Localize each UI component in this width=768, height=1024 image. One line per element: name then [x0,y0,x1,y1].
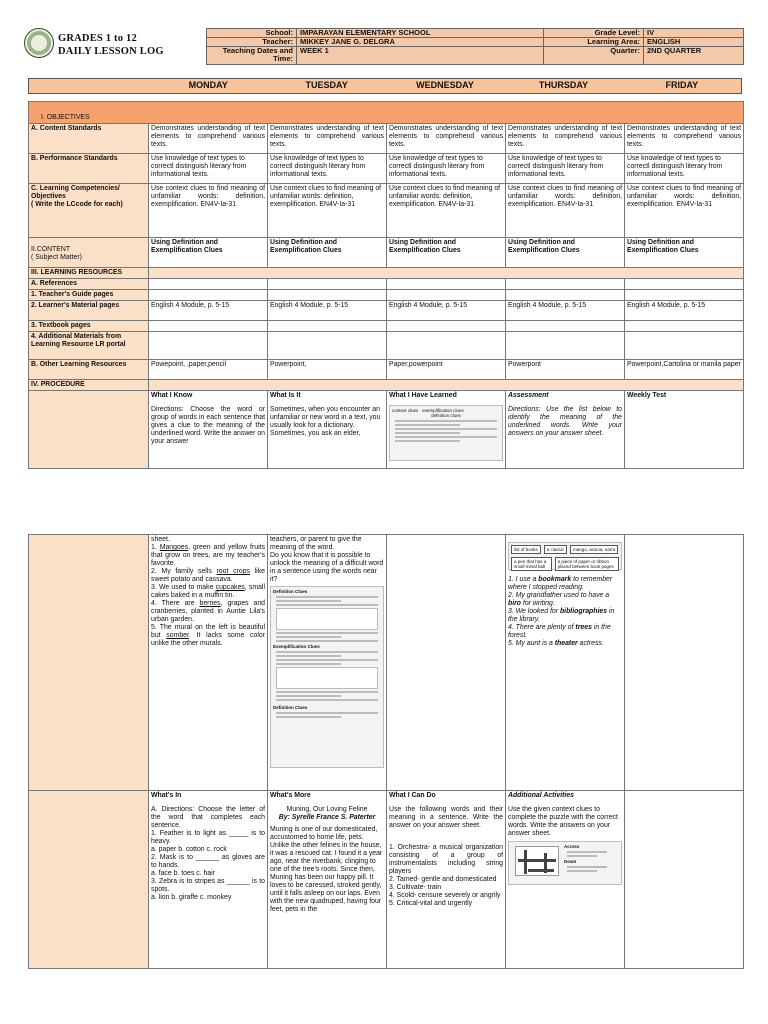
word-box: a classic [544,545,567,554]
what-i-can-do-cell [387,791,506,969]
additional-activities-cell [506,791,625,969]
across-label: Across [564,844,580,849]
weekly-test-cell [625,391,744,469]
learners-material-cell: English 4 Module, p. 5-15 [625,301,744,321]
what-is-it-text: Sometimes, when you encounter an unfamiliar or new word in a text, you usually look for a dictionary. Sometimes, you ask an elder, [270,406,381,437]
what-is-it-continued [268,535,387,791]
content-standards-label: A. Content Standards [29,124,149,154]
performance-standards-cell: Use knowledge of text types to correctl distinguish literary from informational texts. [387,154,506,184]
dates-label: Teaching Dates and Time: [207,47,297,65]
clue-box: definition clues [431,413,461,418]
what-is-it-cell [268,391,387,469]
competencies-cell: Use context clues to find meaning of unfamiliar words: definition, exemplification. EN4V-Ia-31 [506,184,625,238]
day-monday: MONDAY [188,80,228,90]
word-box: a pen that has a small metal ball [511,557,552,571]
thumb-heading: Exemplification Clues [273,644,320,649]
assessment-cell [506,391,625,469]
performance-standards-cell: Use knowledge of text types to correctl distinguish literary from informational texts. [506,154,625,184]
content-standards-cell: Demonstrates understanding of text elements to comprehend various texts. [387,124,506,154]
whats-in-cell [149,791,268,969]
whats-more-title: What's More [270,792,311,799]
what-i-can-do-items: 1. Orchestra- a musical organization consisting of a group of instrumentalists including string players 2. Tamed- gentle and domesticated 3. Cultivate- train 4. Scold- censure severely or angrily 5. Critical-vital and urgently [389,844,503,907]
story-text: Muning is one of our domesticated, accustomed to home life, pets. Unlike the other felines in the house, it was a rescued cat. I found it a year ago, near the riverbank, clinging to one of the tree's roots. Since then, Muning has been our happy pill. It loves to be caressed, stroked gently, until it falls asleep on our laps. Even with the new quadruped, having four feet, pets in the [270,826,383,913]
word-box: mango, acacia, narra [570,545,618,554]
item-5: 5. The mural on the left is beautiful but somber. It lacks some color unlike the other murals. [151,624,265,647]
content-cell: Using Definition and Exemplification Clues [506,238,625,268]
grade-value: IV [644,29,744,38]
weekly-test-title: Weekly Test [627,392,667,399]
other-resources-mon: Powepoint, ,paper,pencil [149,360,268,380]
illustration-icon [276,608,378,630]
thumb-heading: Definition Clues [273,705,308,710]
day-wednesday: WEDNESDAY [416,80,474,90]
assessment-item-1: 1. I use a bookmark to remember where I stopped reading. [508,576,613,591]
learners-material-cell: English 4 Module, p. 5-15 [268,301,387,321]
dll-line: DAILY LESSON LOG [58,46,164,57]
deped-seal-icon [24,28,54,58]
performance-standards-cell: Use knowledge of text types to correctl distinguish literary from informational texts. [268,154,387,184]
word-box: a piece of paper or ribbon placed between book pages [555,557,619,571]
assessment-title: Assessment [508,392,549,399]
additional-activities-title: Additional Activities [508,792,574,799]
word-box: list of books [511,545,541,554]
content-standards-cell: Demonstrates understanding of text elements to comprehend various texts. [625,124,744,154]
story-title: Muning, Our Loving Feline [286,806,368,813]
day-thursday: THURSDAY [538,80,589,90]
lesson-table-page2 [28,534,744,969]
quarter-value: 2ND QUARTER [644,47,744,65]
clue-box: exemplification clues [422,408,464,413]
other-resources-label: B. Other Learning Resources [29,360,149,380]
day-friday: FRIDAY [665,80,699,90]
what-i-know-text: Directions: Choose the word or group of words in each sentence that gives a clue to the meaning of the underlined word. Write the answer on your answer [151,406,266,445]
assessment-item-3: 3. We looked for bibliographies in the library. [508,608,615,623]
assessment-text: Directions: Use the list below to identify the meaning of the underlined words. Write your answers on your answer sheet. [508,406,622,437]
whats-more-cell [268,791,387,969]
teachers-guide-label: 1. Teacher's Guide pages [29,290,149,301]
area-label: Learning Area: [544,38,644,47]
crossword-thumbnail [508,841,622,885]
content-cell: Using Definition and Exemplification Clues [387,238,506,268]
crossword-grid-icon [515,846,559,876]
illustration-icon [276,667,378,689]
other-resources-tue: Powerpoint, [268,360,387,380]
additional-materials-label: 4. Additional Materials from Learning Resource LR portal [29,332,149,360]
other-resources-thu: Powerpont [506,360,625,380]
clue-box: context clues [392,408,419,413]
down-label: Down [564,859,577,864]
worksheet-thumbnail [389,405,503,461]
competencies-cell: Use context clues to find meaning of unfamiliar words: definition, exemplification. EN4V-Ia-31 [625,184,744,238]
lesson-table-page1 [28,101,744,469]
content-label: II.CONTENT ( Subject Matter) [29,238,149,268]
what-is-it-text-continued: teachers, or parent to give the meaning of the word. Do you know that it is possible to unlock the meaning of a difficult word in a sentence using the words near it? [270,536,384,583]
textbook-label: 3. Textbook pages [29,321,149,332]
learners-material-cell: English 4 Module, p. 5-15 [506,301,625,321]
what-is-it-title: What Is It [270,392,301,399]
content-standards-cell: Demonstrates understanding of text elements to comprehend various texts. [149,124,268,154]
learners-material-cell: English 4 Module, p. 5-15 [387,301,506,321]
dll-header [24,28,744,72]
item-1: 1. Mangoes, green and yellow fruits that grow on trees, are my teacher's favorite. [151,544,265,567]
area-value: ENGLISH [644,38,744,47]
story-byline: By: Syrelle France S. Paterter [278,814,376,821]
performance-standards-cell: Use knowledge of text types to correctl distinguish literary from informational texts. [149,154,268,184]
references-label: A. References [29,279,149,290]
lesson-page-thumbnail [270,586,384,768]
procedure-label: IV. PROCEDURE [29,380,149,391]
content-standards-cell: Demonstrates understanding of text elements to comprehend various texts. [268,124,387,154]
competencies-cell: Use context clues to find meaning of unfamiliar words: definition, exemplification. EN4V-Ia-31 [149,184,268,238]
dates-value: WEEK 1 [297,47,544,65]
assessment-item-5: 5. My aunt is a theater actress. [508,640,604,647]
what-i-can-do-title: What I Can Do [389,792,436,799]
teacher-value: MIKKEY JANE G. DELGRA [297,38,544,47]
word-list-thumbnail [508,542,622,570]
learners-material-label: 2. Learner's Material pages [29,301,149,321]
competencies-cell: Use context clues to find meaning of unfamiliar words: definition, exemplification. EN4V-Ia-31 [387,184,506,238]
what-i-have-learned-title: What I Have Learned [389,392,457,399]
day-header-row [28,78,742,94]
objectives-label: I. OBJECTIVES [41,114,90,121]
item-2: 2. My family sells root crops like sweet potato and cassava. [151,568,265,583]
assessment-item-4: 4. There are plenty of trees in the forest. [508,624,611,639]
what-i-know-title: What I Know [151,392,193,399]
content-cell: Using Definition and Exemplification Clues [149,238,268,268]
grades-line: GRADES 1 to 12 [58,33,137,44]
dll-title [58,32,164,58]
competencies-label: C. Learning Competencies/ Objectives ( Write the LCcode for each) [29,184,149,238]
teacher-label: Teacher: [207,38,297,47]
additional-activities-text: Use the given context clues to complete the puzzle with the correct words. Write the answers on your answer sheet. [508,806,618,837]
whats-in-title: What's In [151,792,182,799]
performance-standards-label: B. Performance Standards [29,154,149,184]
item-4: 4. There are berries, grapes and cranberries, planted in Auntie Lila's urban garden. [151,600,266,623]
thumb-heading: Definition Clues [273,589,308,594]
assessment-item-2: 2. My grandfather used to have a biro for writing. [508,592,610,607]
what-i-can-do-text: Use the following words and their meaning in a sentence. Write the answer on your answer sheet. [389,806,503,829]
content-cell: Using Definition and Exemplification Clues [625,238,744,268]
objectives-row [29,102,744,124]
content-standards-cell: Demonstrates understanding of text elements to comprehend various texts. [506,124,625,154]
school-label: School: [207,29,297,38]
other-resources-fri: Powerpoint,Cartolina or manila paper [625,360,744,380]
performance-standards-cell: Use knowledge of text types to correctl distinguish literary from informational texts. [625,154,744,184]
learners-material-cell: English 4 Module, p. 5-15 [149,301,268,321]
school-value: IMPARAYAN ELEMENTARY SCHOOL [297,29,544,38]
what-i-know-cell [149,391,268,469]
competencies-cell: Use context clues to find meaning of unfamiliar words: definition, exemplification. EN4V-Ia-31 [268,184,387,238]
what-i-have-learned-cell [387,391,506,469]
quarter-label: Quarter: [544,47,644,65]
learning-resources-label: III. LEARNING RESOURCES [29,268,149,279]
sheet-text: sheet. [151,536,170,543]
whats-in-text: A. Directions: Choose the letter of the word that completes each sentence. 1. Feather is to light as _____ is to heavy. a. paper b. cotton c. rock 2. Mask is to ______ as gloves are to hands. a. face b. toes c. hair 3. Zebra is to stripes as ______ is to spots. a. lion b. giraffe c. monkey [151,806,265,901]
assessment-continued [506,535,625,791]
grade-label: Grade Level: [544,29,644,38]
info-table [206,28,744,65]
day-tuesday: TUESDAY [305,80,348,90]
item-3: 3. We used to make cupcakes, small cakes baked in a muffin tin. [151,584,265,599]
other-resources-wed: Paper,powerpoint [387,360,506,380]
what-i-know-continued [149,535,268,791]
content-cell: Using Definition and Exemplification Clues [268,238,387,268]
